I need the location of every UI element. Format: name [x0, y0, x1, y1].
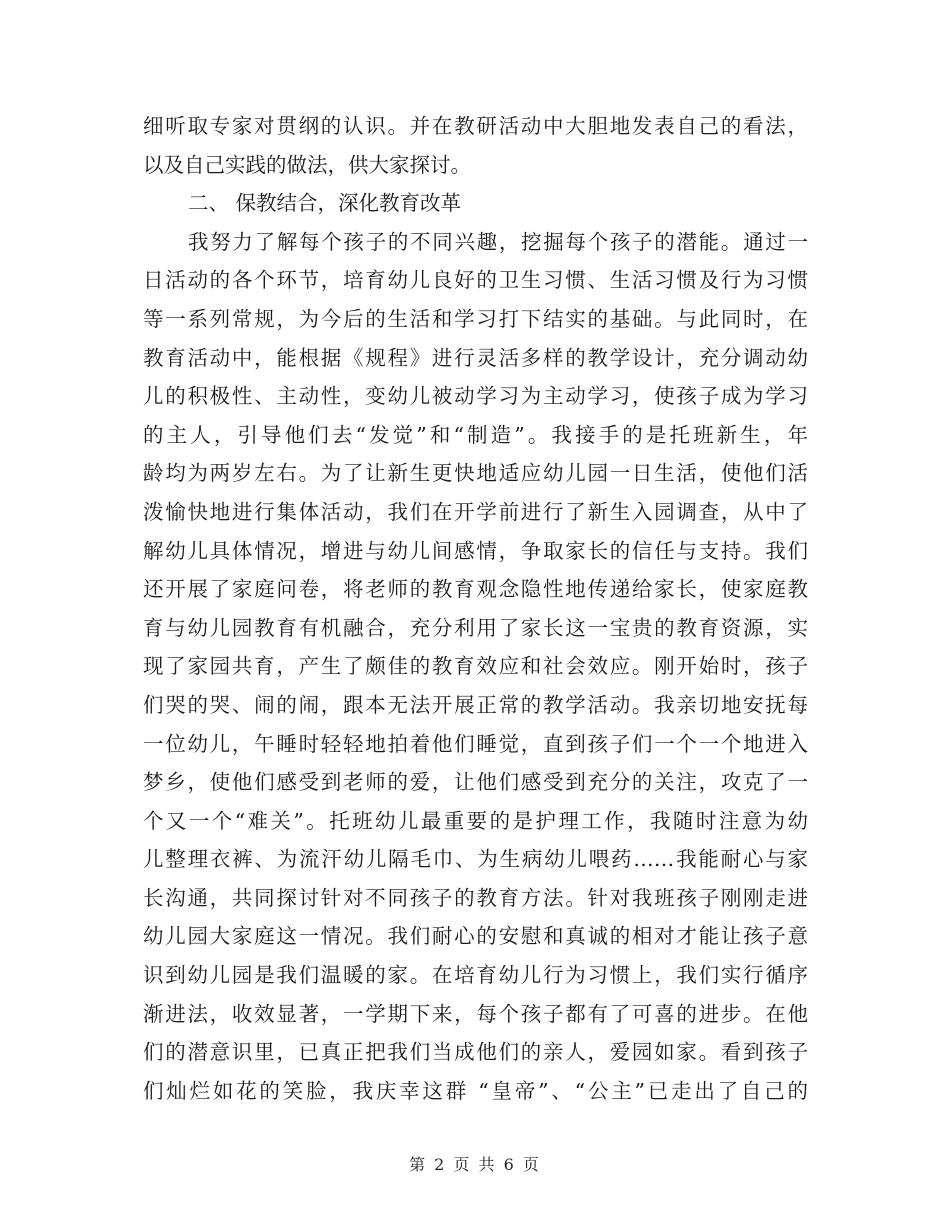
paragraph-line: 个又一个“难关”。托班幼儿最重要的是护理工作，我随时注意为幼: [143, 808, 808, 833]
paragraph-line: 我努力了解每个孩子的不同兴趣，挖掘每个孩子的潜能。通过一: [188, 229, 808, 254]
paragraph-line: 教育活动中，能根据《规程》进行灵活多样的教学设计，充分调动幼: [143, 345, 808, 370]
paragraph-line: 以及自己实践的做法，供大家探讨。: [143, 152, 471, 177]
paragraph-line: 识到幼儿园是我们温暖的家。在培育幼儿行为习惯上，我们实行循序: [143, 963, 808, 988]
paragraph-line: 幼儿园大家庭这一情况。我们耐心的安慰和真诚的相对才能让孩子意: [143, 924, 808, 949]
paragraph-line: 渐进法，收效显著，一学期下来，每个孩子都有了可喜的进步。在他: [143, 1001, 808, 1026]
paragraph-line: 还开展了家庭问卷，将老师的教育观念隐性地传递给家长，使家庭教: [143, 577, 808, 602]
paragraph-line: 解幼儿具体情况，增进与幼儿间感情，争取家长的信任与支持。我们: [143, 538, 808, 563]
paragraph-line: 们的潜意识里，已真正把我们当成他们的亲人，爱园如家。看到孩子: [143, 1040, 808, 1065]
paragraph-line: 的主人，引导他们去“发觉”和“制造”。我接手的是托班新生，年: [143, 422, 808, 447]
paragraph-line: 儿整理衣裤、为流汗幼儿隔毛巾、为生病幼儿喂药……我能耐心与家: [143, 847, 808, 872]
paragraph-line: 们哭的哭、闹的闹，跟本无法开展正常的教学活动。我亲切地安抚每: [143, 692, 808, 717]
paragraph-line: 细听取专家对贯纲的认识。并在教研活动中大胆地发表自己的看法，: [143, 114, 808, 138]
paragraph-line: 长沟通，共同探讨针对不同孩子的教育方法。针对我班孩子刚刚走进: [143, 885, 808, 910]
paragraph-line: 现了家园共育，产生了颇佳的教育效应和社会效应。刚开始时，孩子: [143, 654, 808, 679]
body-text: [143, 107, 808, 1110]
paragraph-line: 们灿烂如花的笑脸，我庆幸这群 “皇帝”、“公主”已走出了自己的: [143, 1078, 808, 1103]
paragraph-line: 一位幼儿，午睡时轻轻地拍着他们睡觉，直到孩子们一个一个地进入: [143, 731, 808, 756]
paragraph-line: 泼愉快地进行集体活动，我们在开学前进行了新生入园调查，从中了: [143, 499, 808, 524]
section-heading: 二、 保教结合，深化教育改革: [188, 191, 462, 216]
paragraph-line: 日活动的各个环节，培育幼儿良好的卫生习惯、生活习惯及行为习惯: [143, 268, 808, 293]
paragraph-line: 育与幼儿园教育有机融合，充分利用了家长这一宝贵的教育资源，实: [143, 615, 808, 640]
paragraph-line: 儿的积极性、主动性，变幼儿被动学习为主动学习，使孩子成为学习: [143, 384, 808, 409]
paragraph-line: 龄均为两岁左右。为了让新生更快地适应幼儿园一日生活，使他们活: [143, 461, 808, 486]
paragraph-line: 梦乡，使他们感受到老师的爱，让他们感受到充分的关注，攻克了一: [143, 770, 808, 795]
page-footer: 第 2 页 共 6 页: [409, 1155, 541, 1174]
paragraph-line: 等一系列常规，为今后的生活和学习打下结实的基础。与此同时，在: [143, 306, 808, 331]
